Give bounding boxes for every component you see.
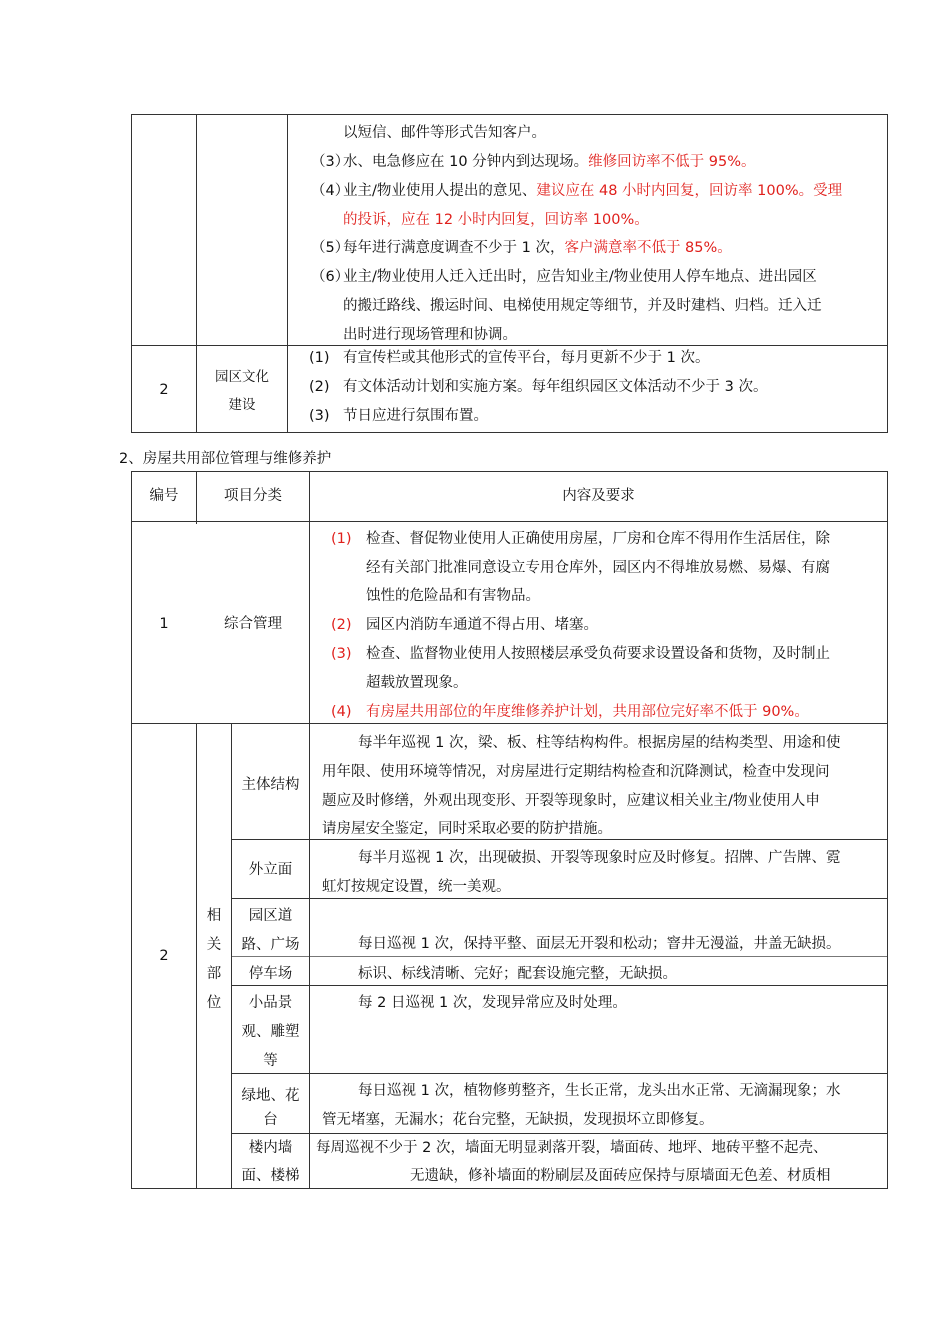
item-number: (2) bbox=[331, 617, 352, 633]
content-line: 业主/物业使用人迁入迁出时，应告知业主/物业使用人停车地点、进出园区 bbox=[343, 269, 817, 285]
item-number: （6） bbox=[311, 269, 350, 285]
content-line: 园区内消防车通道不得占用、堵塞。 bbox=[366, 617, 598, 633]
category-label: 综合管理 bbox=[224, 616, 282, 632]
content-line: 有房屋共用部位的年度维修养护计划，共用部位完好率不低于 90%。 bbox=[366, 704, 809, 720]
item-number: （3） bbox=[311, 154, 350, 170]
category-label: 建设 bbox=[228, 397, 256, 413]
content-line: 节日应进行氛围布置。 bbox=[343, 408, 488, 424]
header-content: 内容及要求 bbox=[562, 488, 635, 504]
content-line: 虹灯按规定设置，统一美观。 bbox=[322, 879, 511, 895]
content-line: 检查、督促物业使用人正确使用房屋，厂房和仓库不得用作生活居住，除 bbox=[366, 531, 830, 547]
content-line: 标识、标线清晰、完好；配套设施完整，无缺损。 bbox=[358, 966, 677, 982]
section-title: 2、房屋共用部位管理与维修养护 bbox=[119, 451, 332, 467]
content-line: 每半年巡视 1 次，梁、板、柱等结构构件。根据房屋的结构类型、用途和使 bbox=[358, 735, 841, 751]
content-line: 的投诉，应在 12 小时内回复，回访率 100%。 bbox=[343, 212, 649, 228]
content-line: 题应及时修缮，外观出现变形、开裂等现象时，应建议相关业主/物业使用人申 bbox=[322, 793, 820, 809]
sub-label: 小品景 bbox=[248, 995, 293, 1011]
sub-label: 主体结构 bbox=[241, 777, 300, 793]
sub-label: 台 bbox=[263, 1112, 278, 1128]
content-line: 检查、监督物业使用人按照楼层承受负荷要求设置设备和货物，及时制止 bbox=[366, 646, 830, 662]
sub-label: 外立面 bbox=[248, 862, 293, 878]
content-line: 经有关部门批准同意设立专用仓库外，园区内不得堆放易燃、易爆、有腐 bbox=[366, 560, 830, 576]
item-number: (1) bbox=[331, 531, 352, 547]
sub-label: 观、雕塑 bbox=[241, 1024, 300, 1040]
header-category: 项目分类 bbox=[224, 488, 282, 504]
sub-label: 园区道 bbox=[248, 908, 293, 924]
content-line: 以短信、邮件等形式告知客户。 bbox=[343, 125, 546, 141]
group-label-char: 部 bbox=[206, 966, 222, 982]
content-line: 水、电急修应在 10 分钟内到达现场。维修回访率不低于 95%。 bbox=[343, 154, 756, 170]
content-line: 每周巡视不少于 2 次，墙面无明显剥落开裂，墙面砖、地坪、地砖平整不起壳、 bbox=[316, 1140, 828, 1156]
category-label: 园区文化 bbox=[215, 369, 269, 385]
content-line: 每日巡视 1 次，保持平整、面层无开裂和松动；窨井无漫溢，井盖无缺损。 bbox=[358, 936, 841, 952]
item-number: (3) bbox=[331, 646, 352, 662]
row-number: 1 bbox=[159, 616, 169, 632]
content-line: 超载放置现象。 bbox=[366, 675, 468, 691]
sub-label: 等 bbox=[263, 1053, 278, 1069]
content-line: 无遗缺，修补墙面的粉刷层及面砖应保持与原墙面无色差、材质相 bbox=[410, 1168, 831, 1184]
sub-label: 面、楼梯 bbox=[241, 1168, 300, 1184]
content-line: 每 2 日巡视 1 次，发现异常应及时处理。 bbox=[358, 995, 627, 1011]
group-label-char: 关 bbox=[206, 937, 222, 953]
group-label-char: 位 bbox=[206, 995, 222, 1011]
content-line: 的搬迁路线、搬运时间、电梯使用规定等细节，并及时建档、归档。迁入迁 bbox=[343, 298, 822, 314]
sub-label: 停车场 bbox=[248, 966, 293, 982]
content-line: 业主/物业使用人提出的意见、建议应在 48 小时内回复，回访率 100%。受理 bbox=[343, 183, 843, 199]
row-number: 2 bbox=[159, 382, 169, 398]
header-num: 编号 bbox=[149, 488, 179, 504]
group-label-char: 相 bbox=[206, 908, 222, 924]
content-line: 有宣传栏或其他形式的宣传平台，每月更新不少于 1 次。 bbox=[343, 350, 710, 366]
content-line: 用年限、使用环境等情况，对房屋进行定期结构检查和沉降测试，检查中发现问 bbox=[322, 764, 830, 780]
content-line: 每日巡视 1 次，植物修剪整齐，生长正常，龙头出水正常、无滴漏现象；水 bbox=[358, 1083, 841, 1099]
content-line: 蚀性的危险品和有害物品。 bbox=[366, 588, 540, 604]
item-number: （4） bbox=[311, 183, 350, 199]
content-line: 每年进行满意度调查不少于 1 次，客户满意率不低于 85%。 bbox=[343, 240, 732, 256]
sub-label: 路、广场 bbox=[241, 937, 300, 953]
sub-label: 楼内墙 bbox=[248, 1140, 293, 1156]
content-line: 管无堵塞，无漏水；花台完整，无缺损，发现损坏立即修复。 bbox=[322, 1112, 714, 1128]
item-number: (1) bbox=[309, 350, 330, 366]
content-line: 有文体活动计划和实施方案。每年组织园区文体活动不少于 3 次。 bbox=[343, 379, 768, 395]
content-line: 出时进行现场管理和协调。 bbox=[343, 327, 517, 343]
content-line: 每半月巡视 1 次，出现破损、开裂等现象时应及时修复。招牌、广告牌、霓 bbox=[358, 850, 841, 866]
item-number: (4) bbox=[331, 704, 352, 720]
sub-label: 绿地、花 bbox=[241, 1088, 300, 1104]
item-number: (3) bbox=[309, 408, 330, 424]
item-number: （5） bbox=[311, 240, 350, 256]
content-line: 请房屋安全鉴定，同时采取必要的防护措施。 bbox=[322, 821, 612, 837]
row-number: 2 bbox=[159, 948, 169, 964]
item-number: (2) bbox=[309, 379, 330, 395]
